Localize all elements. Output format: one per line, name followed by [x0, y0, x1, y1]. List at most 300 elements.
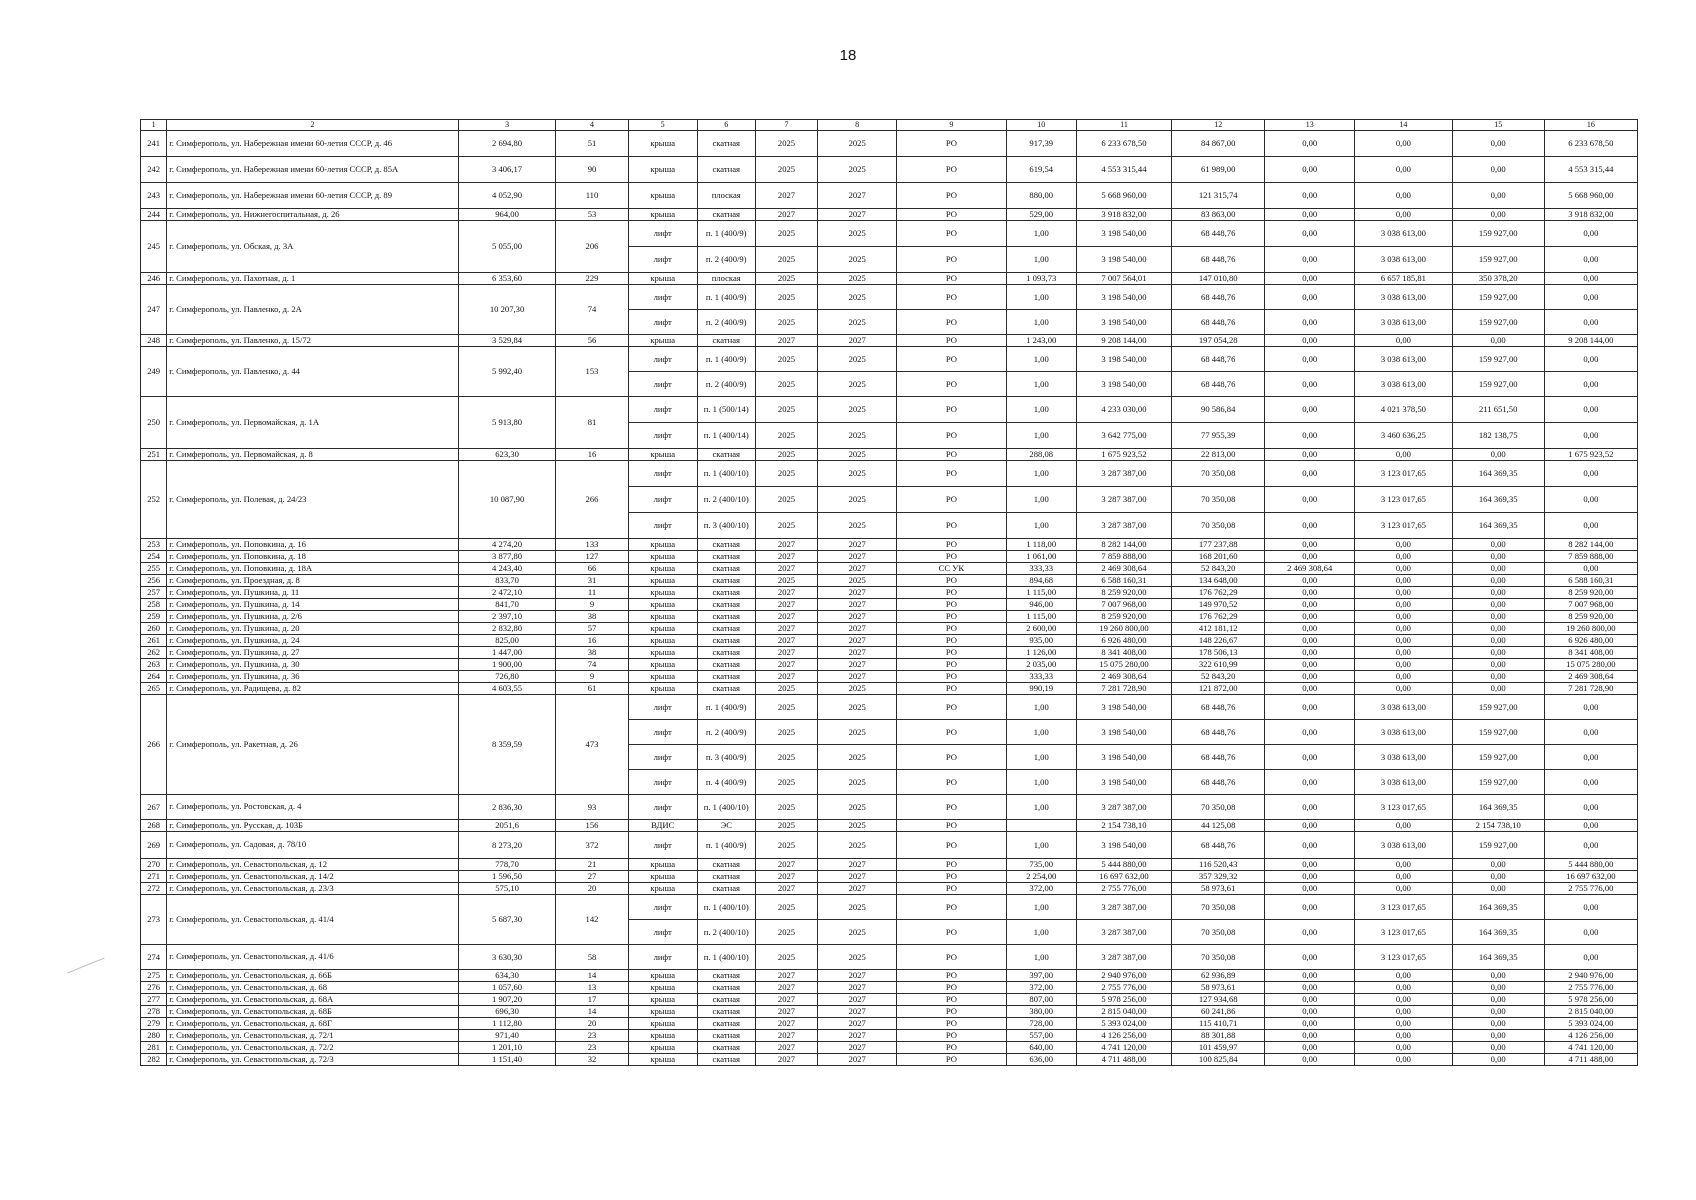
fund-share-cell: 3 038 613,00	[1355, 745, 1453, 770]
budget-share-cell: 211 651,50	[1452, 397, 1544, 423]
volume-cell: 880,00	[1006, 183, 1076, 209]
regional-funds-cell: 0,00	[1544, 285, 1637, 310]
total-cost-cell: 3 198 540,00	[1076, 720, 1171, 745]
total-cost-cell: 3 198 540,00	[1076, 310, 1171, 335]
start-year-cell: 2025	[755, 347, 817, 372]
budget-share-cell: 0,00	[1452, 611, 1544, 623]
end-year-cell: 2027	[818, 551, 897, 563]
owner-funds-cell: 0,00	[1265, 659, 1355, 671]
work-type-cell: лифт	[628, 513, 697, 539]
row-number: 261	[141, 635, 167, 647]
volume-cell: 1 126,00	[1006, 647, 1076, 659]
work-subtype-cell: скатная	[697, 982, 755, 994]
regional-funds-cell: 15 075 280,00	[1544, 659, 1637, 671]
owner-funds-cell: 0,00	[1265, 970, 1355, 982]
volume-cell: 636,00	[1006, 1054, 1076, 1066]
residents-cell: 27	[556, 871, 628, 883]
row-number: 262	[141, 647, 167, 659]
area-cell: 8 273,20	[458, 832, 556, 859]
work-subtype-cell: п. 2 (400/10)	[697, 920, 755, 945]
address-cell: г. Симферополь, ул. Пушкина, д. 24	[167, 635, 459, 647]
fund-share-cell: 0,00	[1355, 157, 1453, 183]
regional-funds-cell: 5 444 880,00	[1544, 859, 1637, 871]
address-cell: г. Симферополь, ул. Обская, д. 3А	[167, 221, 459, 273]
address-cell: г. Симферополь, ул. Проездная, д. 8	[167, 575, 459, 587]
row-number: 272	[141, 883, 167, 895]
extra-cost-cell: 62 936,89	[1172, 970, 1265, 982]
start-year-cell: 2025	[755, 487, 817, 513]
start-year-cell: 2025	[755, 310, 817, 335]
end-year-cell: 2027	[818, 1006, 897, 1018]
budget-share-cell: 0,00	[1452, 335, 1544, 347]
work-subtype-cell: скатная	[697, 647, 755, 659]
volume-cell: 1,00	[1006, 347, 1076, 372]
fund-share-cell: 3 123 017,65	[1355, 920, 1453, 945]
row-number: 267	[141, 795, 167, 820]
fund-share-cell: 3 123 017,65	[1355, 795, 1453, 820]
fund-method-cell: РО	[897, 157, 1007, 183]
regional-funds-cell: 0,00	[1544, 720, 1637, 745]
table-row	[141, 347, 1638, 372]
end-year-cell: 2027	[818, 1042, 897, 1054]
end-year-cell: 2027	[818, 1054, 897, 1066]
owner-funds-cell: 2 469 308,64	[1265, 563, 1355, 575]
table-row	[141, 1042, 1638, 1054]
volume-cell: 990,19	[1006, 683, 1076, 695]
table-row	[141, 683, 1638, 695]
regional-funds-cell: 0,00	[1544, 487, 1637, 513]
work-subtype-cell: скатная	[697, 1042, 755, 1054]
budget-share-cell: 164 369,35	[1452, 920, 1544, 945]
work-type-cell: крыша	[628, 209, 697, 221]
area-cell: 1 447,00	[458, 647, 556, 659]
start-year-cell: 2027	[755, 1054, 817, 1066]
extra-cost-cell: 148 226,67	[1172, 635, 1265, 647]
row-number: 279	[141, 1018, 167, 1030]
volume-cell: 1 115,00	[1006, 611, 1076, 623]
budget-share-cell: 159 927,00	[1452, 372, 1544, 397]
end-year-cell: 2027	[818, 871, 897, 883]
budget-share-cell: 0,00	[1452, 1006, 1544, 1018]
extra-cost-cell: 83 863,00	[1172, 209, 1265, 221]
table-row	[141, 820, 1638, 832]
regional-funds-cell: 5 978 256,00	[1544, 994, 1637, 1006]
total-cost-cell: 3 642 775,00	[1076, 423, 1171, 449]
area-cell: 1 907,20	[458, 994, 556, 1006]
fund-share-cell: 3 038 613,00	[1355, 770, 1453, 795]
fund-method-cell: РО	[897, 209, 1007, 221]
volume-cell: 917,39	[1006, 131, 1076, 157]
fund-share-cell: 0,00	[1355, 1054, 1453, 1066]
work-subtype-cell: п. 2 (400/9)	[697, 720, 755, 745]
work-subtype-cell: п. 4 (400/9)	[697, 770, 755, 795]
start-year-cell: 2025	[755, 449, 817, 461]
regional-funds-cell: 0,00	[1544, 795, 1637, 820]
volume-cell: 2 254,00	[1006, 871, 1076, 883]
residents-cell: 74	[556, 285, 628, 335]
extra-cost-cell: 197 054,28	[1172, 335, 1265, 347]
volume-cell: 333,33	[1006, 563, 1076, 575]
fund-method-cell: РО	[897, 970, 1007, 982]
area-cell: 6 353,60	[458, 273, 556, 285]
extra-cost-cell: 121 315,74	[1172, 183, 1265, 209]
extra-cost-cell: 68 448,76	[1172, 347, 1265, 372]
work-type-cell: крыша	[628, 1042, 697, 1054]
table-row	[141, 209, 1638, 221]
total-cost-cell: 15 075 280,00	[1076, 659, 1171, 671]
row-number: 265	[141, 683, 167, 695]
fund-method-cell: РО	[897, 623, 1007, 635]
end-year-cell: 2027	[818, 859, 897, 871]
address-cell: г. Симферополь, ул. Севастопольская, д. 72/1	[167, 1030, 459, 1042]
fund-share-cell: 4 021 378,50	[1355, 397, 1453, 423]
budget-share-cell: 0,00	[1452, 449, 1544, 461]
fund-method-cell: РО	[897, 982, 1007, 994]
residents-cell: 110	[556, 183, 628, 209]
table-row	[141, 859, 1638, 871]
regional-funds-cell: 0,00	[1544, 372, 1637, 397]
work-subtype-cell: скатная	[697, 131, 755, 157]
fund-method-cell: РО	[897, 795, 1007, 820]
fund-method-cell: РО	[897, 770, 1007, 795]
total-cost-cell: 3 287 387,00	[1076, 461, 1171, 487]
column-number: 8	[818, 120, 897, 131]
end-year-cell: 2025	[818, 397, 897, 423]
owner-funds-cell: 0,00	[1265, 832, 1355, 859]
total-cost-cell: 6 233 678,50	[1076, 131, 1171, 157]
fund-method-cell: РО	[897, 895, 1007, 920]
table-row	[141, 273, 1638, 285]
row-number: 245	[141, 221, 167, 273]
total-cost-cell: 4 233 030,00	[1076, 397, 1171, 423]
work-type-cell: ВДИС	[628, 820, 697, 832]
start-year-cell: 2025	[755, 372, 817, 397]
page-number: 18	[839, 47, 857, 64]
table-row	[141, 1030, 1638, 1042]
end-year-cell: 2027	[818, 183, 897, 209]
budget-share-cell: 0,00	[1452, 1054, 1544, 1066]
total-cost-cell: 5 978 256,00	[1076, 994, 1171, 1006]
start-year-cell: 2025	[755, 920, 817, 945]
work-subtype-cell: скатная	[697, 1030, 755, 1042]
start-year-cell: 2027	[755, 871, 817, 883]
total-cost-cell: 3 287 387,00	[1076, 513, 1171, 539]
work-subtype-cell: скатная	[697, 611, 755, 623]
end-year-cell: 2025	[818, 513, 897, 539]
start-year-cell: 2027	[755, 563, 817, 575]
row-number: 246	[141, 273, 167, 285]
owner-funds-cell: 0,00	[1265, 1030, 1355, 1042]
fund-method-cell: РО	[897, 397, 1007, 423]
fund-method-cell: СС УК	[897, 563, 1007, 575]
area-cell: 1 596,50	[458, 871, 556, 883]
fund-share-cell: 3 038 613,00	[1355, 247, 1453, 273]
fund-share-cell: 0,00	[1355, 563, 1453, 575]
table-row	[141, 795, 1638, 820]
area-cell: 1 057,60	[458, 982, 556, 994]
row-number: 252	[141, 461, 167, 539]
area-cell: 2 832,80	[458, 623, 556, 635]
repair-plan-table	[140, 119, 1638, 1066]
extra-cost-cell: 176 762,29	[1172, 611, 1265, 623]
regional-funds-cell: 8 341 408,00	[1544, 647, 1637, 659]
work-type-cell: крыша	[628, 575, 697, 587]
extra-cost-cell: 147 010,80	[1172, 273, 1265, 285]
owner-funds-cell: 0,00	[1265, 871, 1355, 883]
end-year-cell: 2025	[818, 372, 897, 397]
volume-cell: 1,00	[1006, 372, 1076, 397]
total-cost-cell: 16 697 632,00	[1076, 871, 1171, 883]
extra-cost-cell: 58 973,61	[1172, 883, 1265, 895]
area-cell: 1 151,40	[458, 1054, 556, 1066]
regional-funds-cell: 0,00	[1544, 920, 1637, 945]
fund-share-cell: 0,00	[1355, 335, 1453, 347]
address-cell: г. Симферополь, ул. Первомайская, д. 8	[167, 449, 459, 461]
work-subtype-cell: п. 2 (400/9)	[697, 247, 755, 273]
owner-funds-cell: 0,00	[1265, 859, 1355, 871]
total-cost-cell: 3 198 540,00	[1076, 247, 1171, 273]
column-number: 16	[1544, 120, 1637, 131]
address-cell: г. Симферополь, ул. Поповкина, д. 18А	[167, 563, 459, 575]
residents-cell: 53	[556, 209, 628, 221]
owner-funds-cell: 0,00	[1265, 449, 1355, 461]
budget-share-cell: 0,00	[1452, 131, 1544, 157]
area-cell: 575,10	[458, 883, 556, 895]
start-year-cell: 2027	[755, 859, 817, 871]
budget-share-cell: 159 927,00	[1452, 285, 1544, 310]
end-year-cell: 2025	[818, 795, 897, 820]
budget-share-cell: 164 369,35	[1452, 945, 1544, 970]
total-cost-cell: 2 755 776,00	[1076, 982, 1171, 994]
budget-share-cell: 0,00	[1452, 859, 1544, 871]
address-cell: г. Симферополь, ул. Набережная имени 60-летия СССР, д. 89	[167, 183, 459, 209]
start-year-cell: 2027	[755, 551, 817, 563]
area-cell: 2051,6	[458, 820, 556, 832]
end-year-cell: 2025	[818, 285, 897, 310]
regional-funds-cell: 5 668 960,00	[1544, 183, 1637, 209]
address-cell: г. Симферополь, ул. Пушкина, д. 11	[167, 587, 459, 599]
budget-share-cell: 159 927,00	[1452, 770, 1544, 795]
fund-method-cell: РО	[897, 659, 1007, 671]
residents-cell: 38	[556, 611, 628, 623]
address-cell: г. Симферополь, ул. Поповкина, д. 18	[167, 551, 459, 563]
owner-funds-cell: 0,00	[1265, 671, 1355, 683]
budget-share-cell: 0,00	[1452, 1018, 1544, 1030]
total-cost-cell: 5 668 960,00	[1076, 183, 1171, 209]
total-cost-cell: 3 287 387,00	[1076, 895, 1171, 920]
fund-share-cell: 6 657 185,81	[1355, 273, 1453, 285]
end-year-cell: 2025	[818, 895, 897, 920]
extra-cost-cell: 52 843,20	[1172, 671, 1265, 683]
table-row	[141, 883, 1638, 895]
regional-funds-cell: 6 233 678,50	[1544, 131, 1637, 157]
regional-funds-cell: 0,00	[1544, 397, 1637, 423]
area-cell: 3 630,30	[458, 945, 556, 970]
owner-funds-cell: 0,00	[1265, 883, 1355, 895]
start-year-cell: 2025	[755, 720, 817, 745]
budget-share-cell: 159 927,00	[1452, 832, 1544, 859]
work-type-cell: лифт	[628, 695, 697, 720]
start-year-cell: 2025	[755, 832, 817, 859]
fund-share-cell: 0,00	[1355, 647, 1453, 659]
extra-cost-cell: 77 955,39	[1172, 423, 1265, 449]
fund-method-cell: РО	[897, 551, 1007, 563]
work-subtype-cell: п. 1 (400/9)	[697, 221, 755, 247]
start-year-cell: 2027	[755, 599, 817, 611]
budget-share-cell: 2 154 738,10	[1452, 820, 1544, 832]
table-row	[141, 563, 1638, 575]
volume-cell: 333,33	[1006, 671, 1076, 683]
extra-cost-cell: 68 448,76	[1172, 372, 1265, 397]
end-year-cell: 2025	[818, 575, 897, 587]
total-cost-cell: 3 198 540,00	[1076, 221, 1171, 247]
area-cell: 4 243,40	[458, 563, 556, 575]
table-row	[141, 970, 1638, 982]
work-subtype-cell: скатная	[697, 994, 755, 1006]
table-row	[141, 461, 1638, 487]
total-cost-cell: 3 198 540,00	[1076, 695, 1171, 720]
start-year-cell: 2027	[755, 1042, 817, 1054]
budget-share-cell: 0,00	[1452, 871, 1544, 883]
row-number: 275	[141, 970, 167, 982]
work-type-cell: крыша	[628, 563, 697, 575]
owner-funds-cell: 0,00	[1265, 423, 1355, 449]
residents-cell: 156	[556, 820, 628, 832]
volume-cell: 894,68	[1006, 575, 1076, 587]
residents-cell: 21	[556, 859, 628, 871]
volume-cell: 1,00	[1006, 221, 1076, 247]
table-row	[141, 551, 1638, 563]
work-type-cell: крыша	[628, 449, 697, 461]
work-type-cell: лифт	[628, 397, 697, 423]
row-number: 257	[141, 587, 167, 599]
work-type-cell: лифт	[628, 285, 697, 310]
residents-cell: 14	[556, 1006, 628, 1018]
fund-method-cell: РО	[897, 1018, 1007, 1030]
address-cell: г. Симферополь, ул. Садовая, д. 78/10	[167, 832, 459, 859]
end-year-cell: 2027	[818, 335, 897, 347]
fund-method-cell: РО	[897, 635, 1007, 647]
residents-cell: 61	[556, 683, 628, 695]
extra-cost-cell: 101 459,97	[1172, 1042, 1265, 1054]
work-type-cell: лифт	[628, 895, 697, 920]
column-number: 10	[1006, 120, 1076, 131]
end-year-cell: 2027	[818, 563, 897, 575]
volume-cell: 2 600,00	[1006, 623, 1076, 635]
volume-cell: 397,00	[1006, 970, 1076, 982]
regional-funds-cell: 0,00	[1544, 563, 1637, 575]
table-row	[141, 449, 1638, 461]
address-cell: г. Симферополь, ул. Пахотная, д. 1	[167, 273, 459, 285]
volume-cell: 728,00	[1006, 1018, 1076, 1030]
extra-cost-cell: 100 825,84	[1172, 1054, 1265, 1066]
work-subtype-cell: скатная	[697, 883, 755, 895]
total-cost-cell: 2 154 738,10	[1076, 820, 1171, 832]
volume-cell: 1 061,00	[1006, 551, 1076, 563]
extra-cost-cell: 177 237,88	[1172, 539, 1265, 551]
owner-funds-cell: 0,00	[1265, 720, 1355, 745]
residents-cell: 17	[556, 994, 628, 1006]
end-year-cell: 2025	[818, 131, 897, 157]
volume-cell: 288,08	[1006, 449, 1076, 461]
table-row	[141, 183, 1638, 209]
budget-share-cell: 0,00	[1452, 563, 1544, 575]
volume-cell: 640,00	[1006, 1042, 1076, 1054]
table-row	[141, 871, 1638, 883]
fund-method-cell: РО	[897, 611, 1007, 623]
work-type-cell: лифт	[628, 372, 697, 397]
work-subtype-cell: п. 2 (400/10)	[697, 487, 755, 513]
total-cost-cell: 8 341 408,00	[1076, 647, 1171, 659]
residents-cell: 127	[556, 551, 628, 563]
table-row	[141, 285, 1638, 310]
extra-cost-cell: 90 586,84	[1172, 397, 1265, 423]
start-year-cell: 2025	[755, 795, 817, 820]
budget-share-cell: 0,00	[1452, 209, 1544, 221]
table-row	[141, 982, 1638, 994]
fund-share-cell: 0,00	[1355, 871, 1453, 883]
residents-cell: 23	[556, 1030, 628, 1042]
fund-share-cell: 0,00	[1355, 183, 1453, 209]
extra-cost-cell: 70 350,08	[1172, 795, 1265, 820]
end-year-cell: 2025	[818, 487, 897, 513]
budget-share-cell: 0,00	[1452, 599, 1544, 611]
start-year-cell: 2027	[755, 883, 817, 895]
area-cell: 8 359,59	[458, 695, 556, 795]
fund-method-cell: РО	[897, 273, 1007, 285]
owner-funds-cell: 0,00	[1265, 895, 1355, 920]
data-table	[140, 119, 1638, 1066]
work-type-cell: крыша	[628, 587, 697, 599]
row-number: 269	[141, 832, 167, 859]
residents-cell: 153	[556, 347, 628, 397]
address-cell: г. Симферополь, ул. Радищева, д. 82	[167, 683, 459, 695]
total-cost-cell: 7 859 888,00	[1076, 551, 1171, 563]
area-cell: 3 529,84	[458, 335, 556, 347]
volume-cell: 380,00	[1006, 1006, 1076, 1018]
regional-funds-cell: 0,00	[1544, 310, 1637, 335]
row-number: 258	[141, 599, 167, 611]
extra-cost-cell: 70 350,08	[1172, 461, 1265, 487]
owner-funds-cell: 0,00	[1265, 335, 1355, 347]
row-number: 282	[141, 1054, 167, 1066]
address-cell: г. Симферополь, ул. Пушкина, д. 30	[167, 659, 459, 671]
owner-funds-cell: 0,00	[1265, 1054, 1355, 1066]
regional-funds-cell: 3 918 832,00	[1544, 209, 1637, 221]
work-subtype-cell: скатная	[697, 335, 755, 347]
work-type-cell: лифт	[628, 310, 697, 335]
table-row	[141, 397, 1638, 423]
total-cost-cell: 3 287 387,00	[1076, 487, 1171, 513]
fund-method-cell: РО	[897, 720, 1007, 745]
residents-cell: 13	[556, 982, 628, 994]
work-subtype-cell: п. 3 (400/9)	[697, 745, 755, 770]
residents-cell: 473	[556, 695, 628, 795]
work-subtype-cell: п. 1 (400/9)	[697, 695, 755, 720]
address-cell: г. Симферополь, ул. Севастопольская, д. 72/3	[167, 1054, 459, 1066]
column-number: 15	[1452, 120, 1544, 131]
regional-funds-cell: 0,00	[1544, 461, 1637, 487]
fund-share-cell: 3 123 017,65	[1355, 461, 1453, 487]
column-number: 7	[755, 120, 817, 131]
address-cell: г. Симферополь, ул. Севастопольская, д. 14/2	[167, 871, 459, 883]
total-cost-cell: 1 675 923,52	[1076, 449, 1171, 461]
table-row	[141, 335, 1638, 347]
work-type-cell: крыша	[628, 1030, 697, 1042]
column-number: 1	[141, 120, 167, 131]
end-year-cell: 2027	[818, 994, 897, 1006]
table-row	[141, 994, 1638, 1006]
